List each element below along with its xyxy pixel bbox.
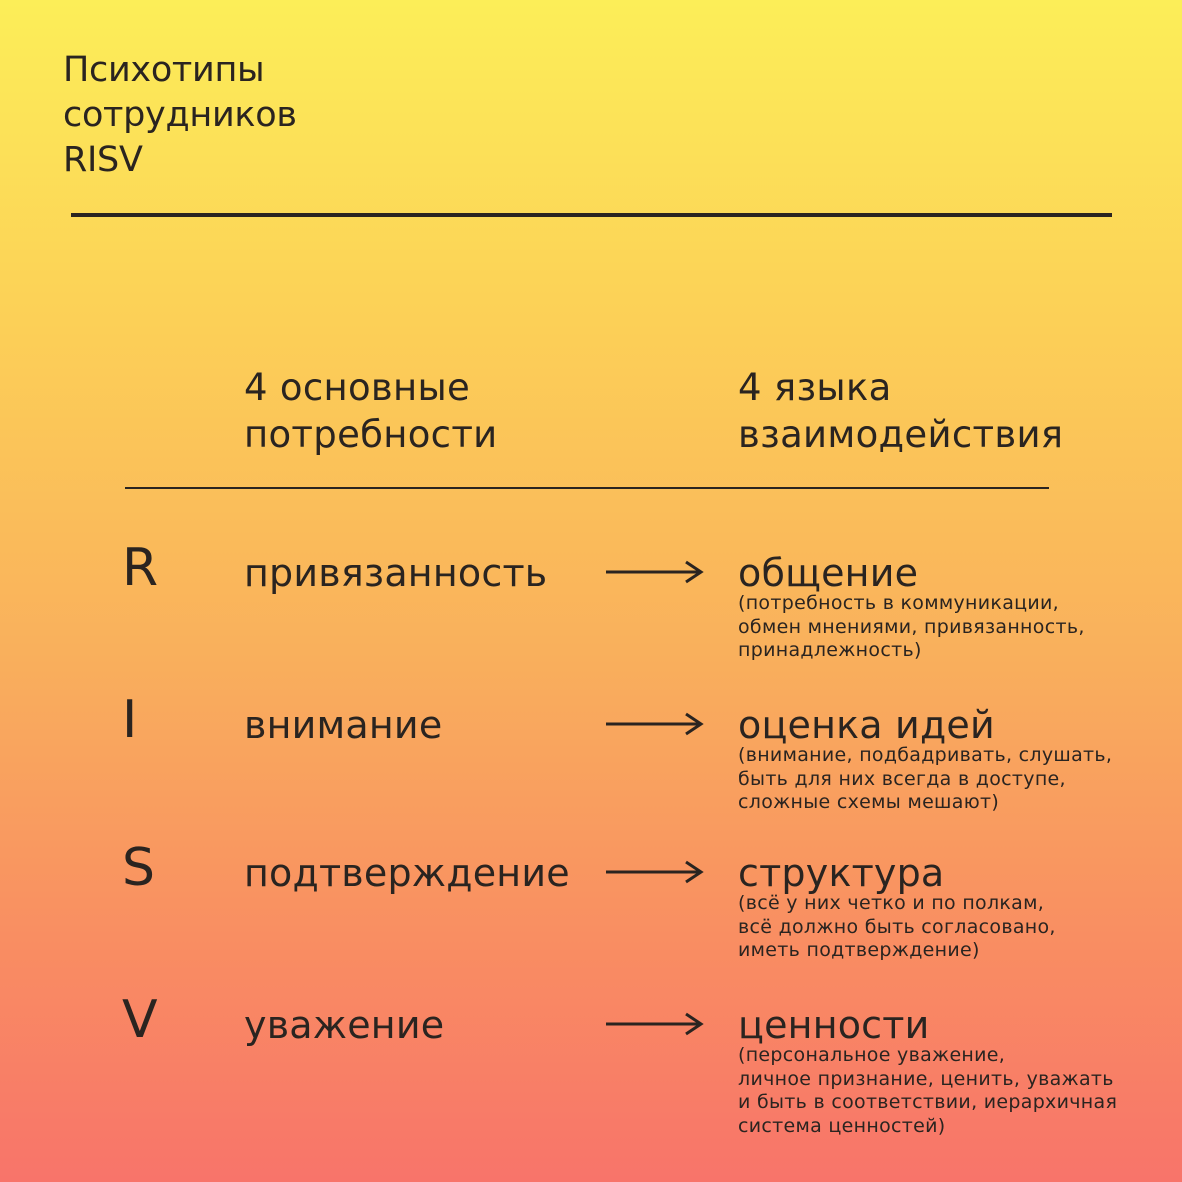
- long-right-arrow-icon: [606, 1012, 706, 1036]
- need-label: внимание: [244, 703, 443, 747]
- language-label: структура: [738, 851, 945, 895]
- top-divider: [71, 213, 1112, 217]
- need-label: подтверждение: [244, 851, 570, 895]
- need-label: уважение: [244, 1003, 445, 1047]
- page-title: Психотипы сотрудников RISV: [63, 50, 297, 180]
- type-row-v: [0, 992, 1182, 1152]
- needs-column-header: 4 основные потребности: [244, 366, 498, 456]
- language-label: ценности: [738, 1003, 930, 1047]
- type-row-r: [0, 540, 1182, 690]
- type-row-i: [0, 692, 1182, 842]
- type-row-s: [0, 840, 1182, 990]
- language-description: (всё у них четко и по полкам, всё должно быть согласовано, иметь подтверждение): [738, 892, 1056, 961]
- long-right-arrow-icon: [606, 860, 706, 884]
- language-label: общение: [738, 551, 919, 595]
- type-letter: I: [122, 690, 138, 750]
- long-right-arrow-icon: [606, 712, 706, 736]
- language-description: (внимание, подбадривать, слушать, быть для них всегда в доступе, сложные схемы мешают): [738, 744, 1113, 813]
- need-label: привязанность: [244, 551, 548, 595]
- languages-column-header: 4 языка взаимодействия: [738, 366, 1064, 456]
- type-letter: R: [122, 538, 159, 598]
- language-description: (персональное уважение, личное признание, ценить, уважать и быть в соответствии, иерархичная система ценностей): [738, 1044, 1118, 1137]
- type-letter: S: [122, 838, 156, 898]
- language-label: оценка идей: [738, 703, 995, 747]
- long-right-arrow-icon: [606, 560, 706, 584]
- language-description: (потребность в коммуникации, обмен мнениями, привязанность, принадлежность): [738, 592, 1085, 661]
- type-letter: V: [122, 990, 158, 1050]
- header-divider: [125, 487, 1049, 489]
